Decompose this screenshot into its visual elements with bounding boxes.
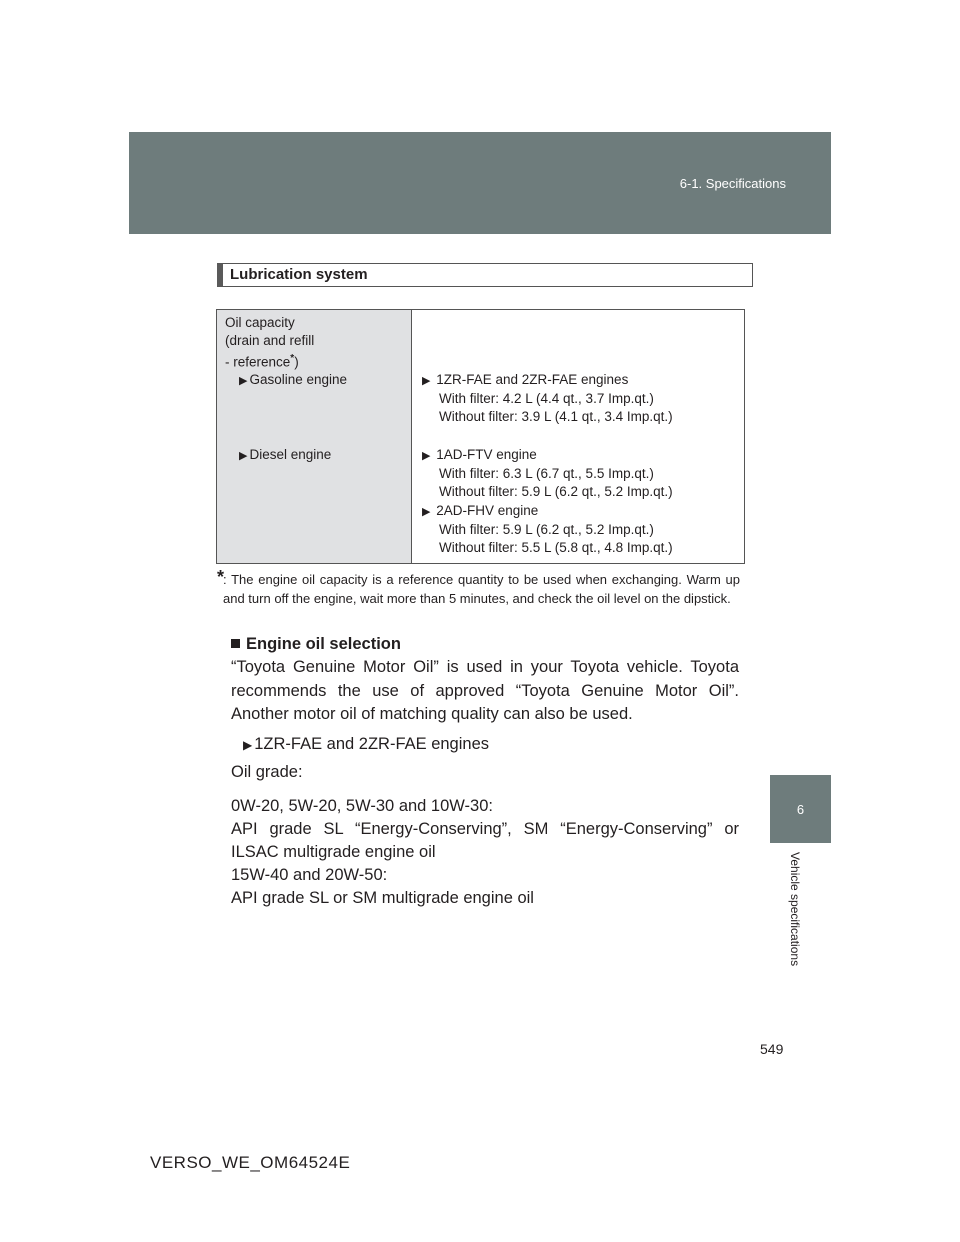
- gasoline-spec: [422, 371, 673, 426]
- spec-text: 2AD-FHV engine: [436, 503, 539, 518]
- table-value-column: [412, 310, 744, 563]
- spec-with-filter: With filter: 4.2 L (4.4 qt., 3.7 Imp.qt.): [439, 391, 654, 406]
- footnote: [217, 567, 740, 608]
- spec-engine: [422, 371, 673, 390]
- document-code: VERSO_WE_OM64524E: [150, 1153, 351, 1172]
- label-line: [225, 350, 314, 372]
- grade1-viscosity: 0W-20, 5W-20, 5W-30 and 10W-30:: [231, 797, 493, 815]
- header-bar: [129, 132, 831, 234]
- diesel-label: [239, 446, 331, 465]
- footnote-text: : The engine oil capacity is a reference quantity to be used when exchanging. Warm up and turn off the engine, wait more than 5 minutes, and check the oil level on the dipstick.: [223, 572, 740, 606]
- chapter-tab: [770, 775, 831, 843]
- engine-item-text: 1ZR-FAE and 2ZR-FAE engines: [254, 735, 490, 753]
- label-line: (drain and refill: [225, 333, 315, 348]
- section-heading: Lubrication system: [217, 263, 753, 287]
- triangle-bullet-icon: ▶: [422, 506, 431, 518]
- label-text: Diesel engine: [249, 447, 332, 462]
- heading-text: Engine oil selection: [246, 635, 401, 653]
- oil-capacity-table: [216, 309, 745, 564]
- spec-without-filter: Without filter: 5.9 L (6.2 qt., 5.2 Imp.qt.): [439, 484, 673, 499]
- square-bullet-icon: [231, 639, 240, 648]
- spec-without-filter: Without filter: 5.5 L (5.8 qt., 4.8 Imp.qt.): [439, 540, 673, 555]
- oil-capacity-label: [225, 314, 314, 372]
- label-text: Gasoline engine: [249, 372, 348, 387]
- chapter-label: Vehicle specifications: [788, 852, 802, 967]
- diesel-2ad-spec: [422, 502, 673, 557]
- triangle-bullet-icon: ▶: [239, 450, 248, 462]
- spec-text: 1ZR-FAE and 2ZR-FAE engines: [436, 372, 629, 387]
- spec-with-filter: With filter: 6.3 L (6.7 qt., 5.5 Imp.qt.): [439, 466, 654, 481]
- triangle-bullet-icon: ▶: [239, 375, 248, 387]
- page-number: 549: [760, 1041, 784, 1057]
- spec-engine: [422, 446, 673, 465]
- engine-item: [243, 733, 751, 757]
- grade1-description: API grade SL “Energy-Conserving”, SM “Energy-Conserving” or ILSAC multigrade engine oil: [231, 820, 739, 861]
- spec-without-filter: Without filter: 3.9 L (4.1 qt., 3.4 Imp.qt.): [439, 409, 673, 424]
- section-title: 6-1. Specifications: [679, 176, 786, 191]
- chapter-number: 6: [796, 801, 805, 817]
- engine-oil-heading: [231, 633, 739, 656]
- oil-grade-label: Oil grade:: [231, 763, 303, 781]
- spec-with-filter: With filter: 5.9 L (6.2 qt., 5.2 Imp.qt.): [439, 522, 654, 537]
- grade2-viscosity: 15W-40 and 20W-50:: [231, 866, 388, 884]
- spec-engine: [422, 502, 673, 521]
- engine-oil-intro: “Toyota Genuine Motor Oil” is used in your Toyota vehicle. Toyota recommends the use of approved “Toyota Genuine Motor Oil”. Another motor oil of matching quality can also be used.: [231, 658, 739, 723]
- gasoline-label: [239, 371, 347, 390]
- label-line: Oil capacity: [225, 315, 295, 330]
- footnote-marker: *: [217, 567, 225, 587]
- label-text: - reference: [225, 354, 291, 370]
- diesel-1ad-spec: [422, 446, 673, 501]
- footnote-marker: *: [290, 353, 295, 364]
- spec-text: 1AD-FTV engine: [436, 447, 537, 462]
- label-text: ): [294, 354, 299, 370]
- grade2-description: API grade SL or SM multigrade engine oil: [231, 889, 534, 907]
- table-label-column: [217, 310, 412, 563]
- triangle-bullet-icon: ▶: [243, 738, 253, 752]
- footnote-row: [217, 567, 740, 608]
- triangle-bullet-icon: ▶: [422, 375, 431, 387]
- triangle-bullet-icon: ▶: [422, 450, 431, 462]
